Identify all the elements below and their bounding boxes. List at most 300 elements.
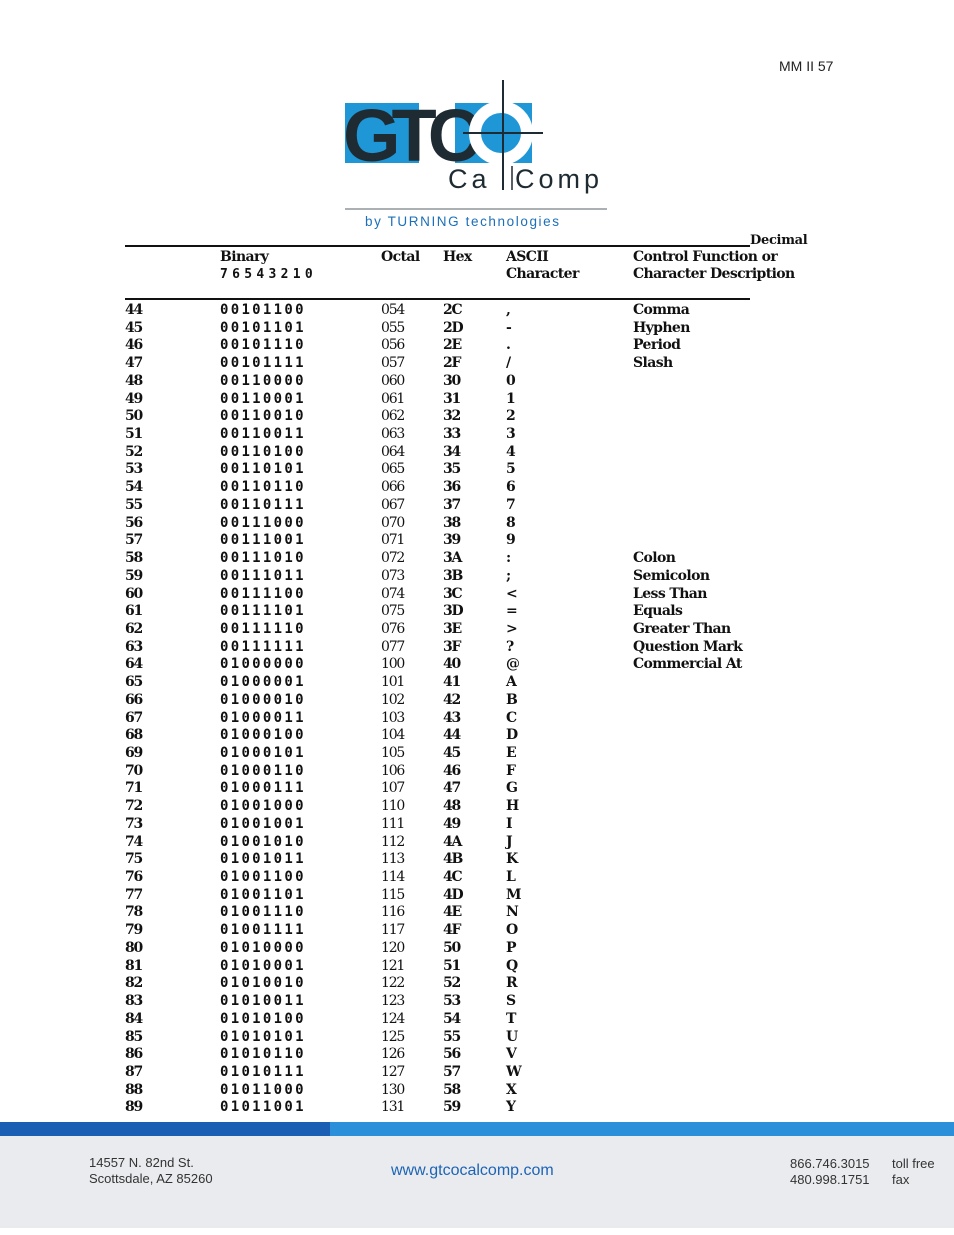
hex-cell: 54 <box>443 1010 461 1027</box>
description-cell: Semicolon <box>633 567 710 584</box>
binary-cell: 01010000 <box>220 939 306 956</box>
table-row <box>0 869 954 887</box>
table-row <box>0 461 954 479</box>
ascii-char-cell: 8 <box>506 514 516 531</box>
decimal-cell: 69 <box>125 745 143 761</box>
ascii-char-cell: F <box>506 762 516 779</box>
octal-cell: 116 <box>381 904 405 921</box>
hex-cell: 48 <box>443 798 461 815</box>
binary-cell: 01001110 <box>220 904 306 921</box>
ascii-char-cell: < <box>506 585 518 602</box>
binary-cell: 00111001 <box>220 532 306 549</box>
hex-cell: 4A <box>443 833 462 850</box>
description-cell: Slash <box>633 355 673 372</box>
ascii-char-cell: T <box>506 1010 517 1027</box>
decimal-cell: 73 <box>125 815 143 832</box>
octal-cell: 131 <box>381 1099 405 1116</box>
ascii-char-cell: H <box>506 798 520 815</box>
hex-cell: 53 <box>443 993 461 1010</box>
decimal-cell: 55 <box>125 496 143 513</box>
description-cell: Comma <box>633 302 690 318</box>
decimal-cell: 63 <box>125 638 143 655</box>
binary-cell: 01000011 <box>220 709 306 726</box>
octal-cell: 117 <box>381 922 405 939</box>
octal-cell: 077 <box>381 638 405 655</box>
octal-cell: 056 <box>381 337 405 354</box>
decimal-cell: 79 <box>125 922 143 939</box>
hex-cell: 50 <box>443 939 461 956</box>
decimal-cell: 82 <box>125 975 143 992</box>
description-cell: Colon <box>633 550 676 567</box>
table-row <box>0 1064 954 1082</box>
octal-cell: 115 <box>381 886 405 903</box>
table-row <box>0 479 954 497</box>
binary-cell: 01001101 <box>220 886 306 903</box>
decimal-cell: 81 <box>125 957 143 974</box>
hex-cell: 40 <box>443 656 461 673</box>
hex-cell: 35 <box>443 461 461 478</box>
octal-cell: 120 <box>381 939 405 956</box>
logo-brand-right: Comp <box>515 164 604 194</box>
octal-cell: 061 <box>381 390 405 407</box>
ascii-char-cell: E <box>506 745 517 761</box>
hex-cell: 56 <box>443 1046 461 1063</box>
decimal-cell: 74 <box>125 833 143 850</box>
decimal-cell: 47 <box>125 355 143 372</box>
octal-cell: 112 <box>381 833 405 850</box>
table-row <box>0 408 954 426</box>
ascii-char-cell: . <box>506 337 511 354</box>
octal-cell: 123 <box>381 993 405 1010</box>
binary-cell: 00111011 <box>220 567 306 584</box>
logo-letters: GTC <box>345 94 473 177</box>
table-row <box>0 834 954 852</box>
binary-cell: 01010100 <box>220 1010 306 1027</box>
hex-cell: 3A <box>443 550 462 567</box>
table-row <box>0 1029 954 1047</box>
hex-cell: 43 <box>443 709 461 726</box>
decimal-cell: 51 <box>125 426 143 443</box>
ascii-char-cell: B <box>506 691 518 708</box>
hex-cell: 41 <box>443 674 461 691</box>
octal-cell: 107 <box>381 780 405 797</box>
binary-cell: 00110000 <box>220 372 306 389</box>
logo-tagline: by TURNING technologies <box>365 214 561 229</box>
description-cell: Hyphen <box>633 319 690 336</box>
ascii-char-cell: - <box>506 319 512 336</box>
table-row <box>0 515 954 533</box>
binary-cell: 00101110 <box>220 337 306 354</box>
ascii-char-cell: J <box>506 833 513 850</box>
hex-cell: 36 <box>443 479 461 496</box>
decimal-cell: 61 <box>125 603 143 620</box>
ascii-char-cell: ? <box>506 638 515 655</box>
table-row <box>0 904 954 922</box>
decimal-cell: 65 <box>125 674 143 691</box>
table-row <box>0 975 954 993</box>
table-row <box>0 373 954 391</box>
table-row <box>0 337 954 355</box>
binary-cell: 00110010 <box>220 408 306 425</box>
description-cell: Greater Than <box>633 620 731 637</box>
octal-header: Octal <box>381 249 420 265</box>
hex-cell: 33 <box>443 426 461 443</box>
hex-cell: 51 <box>443 957 461 974</box>
binary-cell: 00110001 <box>220 390 306 407</box>
ascii-char-cell: O <box>506 922 519 939</box>
octal-cell: 105 <box>381 745 405 761</box>
ascii-char-cell: @ <box>506 656 520 673</box>
hex-cell: 49 <box>443 815 461 832</box>
decimal-cell: 70 <box>125 762 143 779</box>
decimal-cell: 83 <box>125 993 143 1010</box>
hex-cell: 4C <box>443 869 462 886</box>
hex-cell: 30 <box>443 372 461 389</box>
decimal-cell: 45 <box>125 319 143 336</box>
hex-cell: 4D <box>443 886 463 903</box>
decimal-cell: 89 <box>125 1099 143 1116</box>
table-row <box>0 444 954 462</box>
octal-cell: 114 <box>381 869 405 886</box>
ascii-char-cell: C <box>506 709 518 726</box>
description-cell: Commercial At <box>633 656 742 673</box>
ascii-char-cell: 1 <box>506 390 516 407</box>
binary-cell: 01000001 <box>220 674 306 691</box>
octal-cell: 102 <box>381 691 405 708</box>
decimal-cell: 77 <box>125 886 143 903</box>
ascii-char-cell: 7 <box>506 496 516 513</box>
table-row <box>0 568 954 586</box>
table-row <box>0 1082 954 1100</box>
table-row <box>0 940 954 958</box>
description-header-line1: Control Function or <box>633 249 778 265</box>
ascii-char-cell: 4 <box>506 443 516 460</box>
ascii-char-cell: Y <box>506 1099 516 1116</box>
table-row <box>0 745 954 763</box>
table-row <box>0 586 954 604</box>
table-row <box>0 674 954 692</box>
binary-cell: 01010001 <box>220 957 306 974</box>
octal-cell: 124 <box>381 1010 405 1027</box>
hex-cell: 3F <box>443 638 461 655</box>
ascii-char-cell: W <box>506 1063 522 1080</box>
hex-cell: 42 <box>443 691 461 708</box>
octal-cell: 125 <box>381 1028 405 1045</box>
hex-cell: 32 <box>443 408 461 425</box>
octal-cell: 060 <box>381 372 405 389</box>
ascii-char-cell: G <box>506 780 518 797</box>
table-row <box>0 550 954 568</box>
footer-phone-labels <box>892 1156 935 1188</box>
binary-cell: 01000110 <box>220 762 306 779</box>
hex-cell: 58 <box>443 1081 461 1098</box>
hex-cell: 52 <box>443 975 461 992</box>
binary-cell: 00111101 <box>220 603 306 620</box>
table-row <box>0 656 954 674</box>
binary-cell: 01000000 <box>220 656 306 673</box>
binary-cell: 00111010 <box>220 550 306 567</box>
hex-cell: 44 <box>443 727 461 744</box>
website-link[interactable]: www.gtcocalcomp.com <box>391 1162 554 1179</box>
ascii-char-cell: 6 <box>506 479 516 496</box>
binary-cell: 00111000 <box>220 514 306 531</box>
table-row <box>0 391 954 409</box>
decimal-cell: 58 <box>125 550 143 567</box>
ascii-char-cell: 3 <box>506 426 516 443</box>
octal-cell: 122 <box>381 975 405 992</box>
binary-cell: 00110101 <box>220 461 306 478</box>
table-row <box>0 1099 954 1117</box>
hex-cell: 2C <box>443 302 462 318</box>
footer-address <box>89 1155 213 1187</box>
octal-cell: 062 <box>381 408 405 425</box>
octal-cell: 103 <box>381 709 405 726</box>
hex-cell: 47 <box>443 780 461 797</box>
decimal-cell: 71 <box>125 780 143 797</box>
decimal-cell: 57 <box>125 532 143 549</box>
gtco-calcomp-logo <box>345 80 615 230</box>
octal-cell: 067 <box>381 496 405 513</box>
table-row <box>0 798 954 816</box>
ascii-char-cell: = <box>506 603 518 620</box>
ascii-char-cell: U <box>506 1028 519 1045</box>
fax-number: 480.998.1751 <box>790 1172 870 1187</box>
decimal-cell: 52 <box>125 443 143 460</box>
ascii-char-cell: M <box>506 886 522 903</box>
hex-cell: 2F <box>443 355 461 372</box>
table-row <box>0 727 954 745</box>
octal-cell: 054 <box>381 302 405 318</box>
table-row <box>0 621 954 639</box>
decimal-cell: 59 <box>125 567 143 584</box>
header-top-rule <box>125 245 750 247</box>
octal-cell: 110 <box>381 798 405 815</box>
binary-cell: 01010011 <box>220 993 306 1010</box>
octal-cell: 071 <box>381 532 405 549</box>
footer-band-dark <box>0 1122 330 1136</box>
decimal-cell: 67 <box>125 709 143 726</box>
octal-cell: 111 <box>381 815 405 832</box>
description-header-line2: Character Description <box>633 266 795 282</box>
table-row <box>0 851 954 869</box>
decimal-cell: 49 <box>125 390 143 407</box>
table-row <box>0 1046 954 1064</box>
decimal-cell: 78 <box>125 904 143 921</box>
decimal-cell: 66 <box>125 691 143 708</box>
ascii-char-cell: X <box>506 1081 517 1098</box>
binary-cell: 00111111 <box>220 638 306 655</box>
octal-cell: 126 <box>381 1046 405 1063</box>
decimal-cell: 68 <box>125 727 143 744</box>
table-row <box>0 497 954 515</box>
description-cell: Question Mark <box>633 638 743 655</box>
octal-cell: 066 <box>381 479 405 496</box>
binary-cell: 01001111 <box>220 922 306 939</box>
binary-cell: 00110110 <box>220 479 306 496</box>
header-bottom-rule <box>125 298 750 300</box>
decimal-cell: 64 <box>125 656 143 673</box>
octal-cell: 104 <box>381 727 405 744</box>
table-row <box>0 763 954 781</box>
binary-cell: 01010010 <box>220 975 306 992</box>
table-row <box>0 355 954 373</box>
toll-free-number: 866.746.3015 <box>790 1156 870 1171</box>
toll-free-label: toll free <box>892 1156 935 1171</box>
ascii-char-cell: D <box>506 727 519 744</box>
ascii-char-cell: Q <box>506 957 519 974</box>
ascii-char-cell: 2 <box>506 408 516 425</box>
footer-phones <box>790 1156 870 1188</box>
decimal-cell: 87 <box>125 1063 143 1080</box>
ascii-char-cell: : <box>506 550 512 567</box>
hex-cell: 2D <box>443 319 463 336</box>
hex-cell: 3B <box>443 567 463 584</box>
octal-cell: 065 <box>381 461 405 478</box>
hex-cell: 55 <box>443 1028 461 1045</box>
hex-cell: 2E <box>443 337 462 354</box>
address-line1: 14557 N. 82nd St. <box>89 1155 194 1170</box>
octal-cell: 073 <box>381 567 405 584</box>
octal-cell: 106 <box>381 762 405 779</box>
octal-cell: 121 <box>381 957 405 974</box>
binary-cell: 01000010 <box>220 691 306 708</box>
fax-label: fax <box>892 1172 910 1187</box>
ascii-char-cell: P <box>506 939 517 956</box>
hex-cell: 39 <box>443 532 461 549</box>
hex-cell: 31 <box>443 390 461 407</box>
table-row <box>0 780 954 798</box>
hex-cell: 3C <box>443 585 462 602</box>
ascii-char-cell: 9 <box>506 532 516 549</box>
ascii-char-cell: > <box>506 620 518 637</box>
hex-cell: 3D <box>443 603 463 620</box>
hex-cell: 46 <box>443 762 461 779</box>
decimal-cell: 75 <box>125 851 143 868</box>
octal-cell: 100 <box>381 656 405 673</box>
binary-cell: 00111110 <box>220 620 306 637</box>
ascii-char-cell: S <box>506 993 517 1010</box>
decimal-cell: 72 <box>125 798 143 815</box>
description-cell: Less Than <box>633 585 707 602</box>
hex-cell: 34 <box>443 443 461 460</box>
octal-cell: 064 <box>381 443 405 460</box>
binary-cell: 01000100 <box>220 727 306 744</box>
table-row <box>0 922 954 940</box>
binary-cell: 00110111 <box>220 496 306 513</box>
decimal-cell: 44 <box>125 302 143 318</box>
table-row <box>0 302 954 320</box>
page-footer <box>0 1136 954 1228</box>
table-row <box>0 816 954 834</box>
octal-cell: 101 <box>381 674 405 691</box>
decimal-cell: 48 <box>125 372 143 389</box>
binary-cell: 00111100 <box>220 585 306 602</box>
ascii-char-cell: ; <box>506 567 512 584</box>
ascii-header-line1: ASCII <box>506 249 549 265</box>
table-row <box>0 887 954 905</box>
ascii-char-cell: 0 <box>506 372 516 389</box>
hex-cell: 4F <box>443 922 461 939</box>
ascii-char-cell: A <box>506 674 517 691</box>
binary-cell: 00101111 <box>220 355 306 372</box>
hex-cell: 37 <box>443 496 461 513</box>
table-row <box>0 639 954 657</box>
ascii-char-cell: K <box>506 851 519 868</box>
table-row <box>0 603 954 621</box>
description-cell: Period <box>633 337 681 354</box>
decimal-cell: 85 <box>125 1028 143 1045</box>
binary-cell: 01011001 <box>220 1099 306 1116</box>
hex-cell: 38 <box>443 514 461 531</box>
ascii-char-cell: / <box>506 355 512 372</box>
decimal-cell: 46 <box>125 337 143 354</box>
octal-cell: 055 <box>381 319 405 336</box>
hex-cell: 45 <box>443 745 461 761</box>
page-number: MM II 57 <box>779 58 834 74</box>
decimal-cell: 60 <box>125 585 143 602</box>
table-row <box>0 993 954 1011</box>
description-cell: Equals <box>633 603 683 620</box>
ascii-char-cell: V <box>506 1046 517 1063</box>
octal-cell: 057 <box>381 355 405 372</box>
decimal-cell: 50 <box>125 408 143 425</box>
decimal-cell: 80 <box>125 939 143 956</box>
table-row <box>0 710 954 728</box>
binary-cell: 01000111 <box>220 780 306 797</box>
ascii-char-cell: , <box>506 302 511 318</box>
hex-cell: 4B <box>443 851 463 868</box>
ascii-char-cell: N <box>506 904 519 921</box>
binary-cell: 01001010 <box>220 833 306 850</box>
octal-cell: 130 <box>381 1081 405 1098</box>
ascii-char-cell: R <box>506 975 518 992</box>
octal-cell: 063 <box>381 426 405 443</box>
binary-cell: 01000101 <box>220 745 306 761</box>
ascii-char-cell: I <box>506 815 513 832</box>
decimal-cell: 84 <box>125 1010 143 1027</box>
hex-header: Hex <box>443 249 472 265</box>
table-row <box>0 320 954 338</box>
table-row <box>0 692 954 710</box>
binary-cell: 01010110 <box>220 1046 306 1063</box>
table-row <box>0 958 954 976</box>
octal-cell: 113 <box>381 851 405 868</box>
table-row <box>0 1011 954 1029</box>
binary-cell: 00101101 <box>220 319 306 336</box>
decimal-cell: 54 <box>125 479 143 496</box>
ascii-char-cell: L <box>506 869 516 886</box>
ascii-header-line2: Character <box>506 266 579 282</box>
decimal-cell: 76 <box>125 869 143 886</box>
binary-cell: 00110011 <box>220 426 306 443</box>
binary-header: Binary <box>220 249 269 265</box>
binary-cell: 01001100 <box>220 869 306 886</box>
table-row <box>0 426 954 444</box>
binary-cell: 01010101 <box>220 1028 306 1045</box>
decimal-header: Decimal <box>750 233 808 248</box>
octal-cell: 127 <box>381 1063 405 1080</box>
binary-cell: 00110100 <box>220 443 306 460</box>
octal-cell: 070 <box>381 514 405 531</box>
hex-cell: 4E <box>443 904 462 921</box>
binary-cell: 01001011 <box>220 851 306 868</box>
table-row <box>0 532 954 550</box>
ascii-char-cell: 5 <box>506 461 516 478</box>
hex-cell: 3E <box>443 620 462 637</box>
decimal-cell: 88 <box>125 1081 143 1098</box>
octal-cell: 074 <box>381 585 405 602</box>
octal-cell: 072 <box>381 550 405 567</box>
